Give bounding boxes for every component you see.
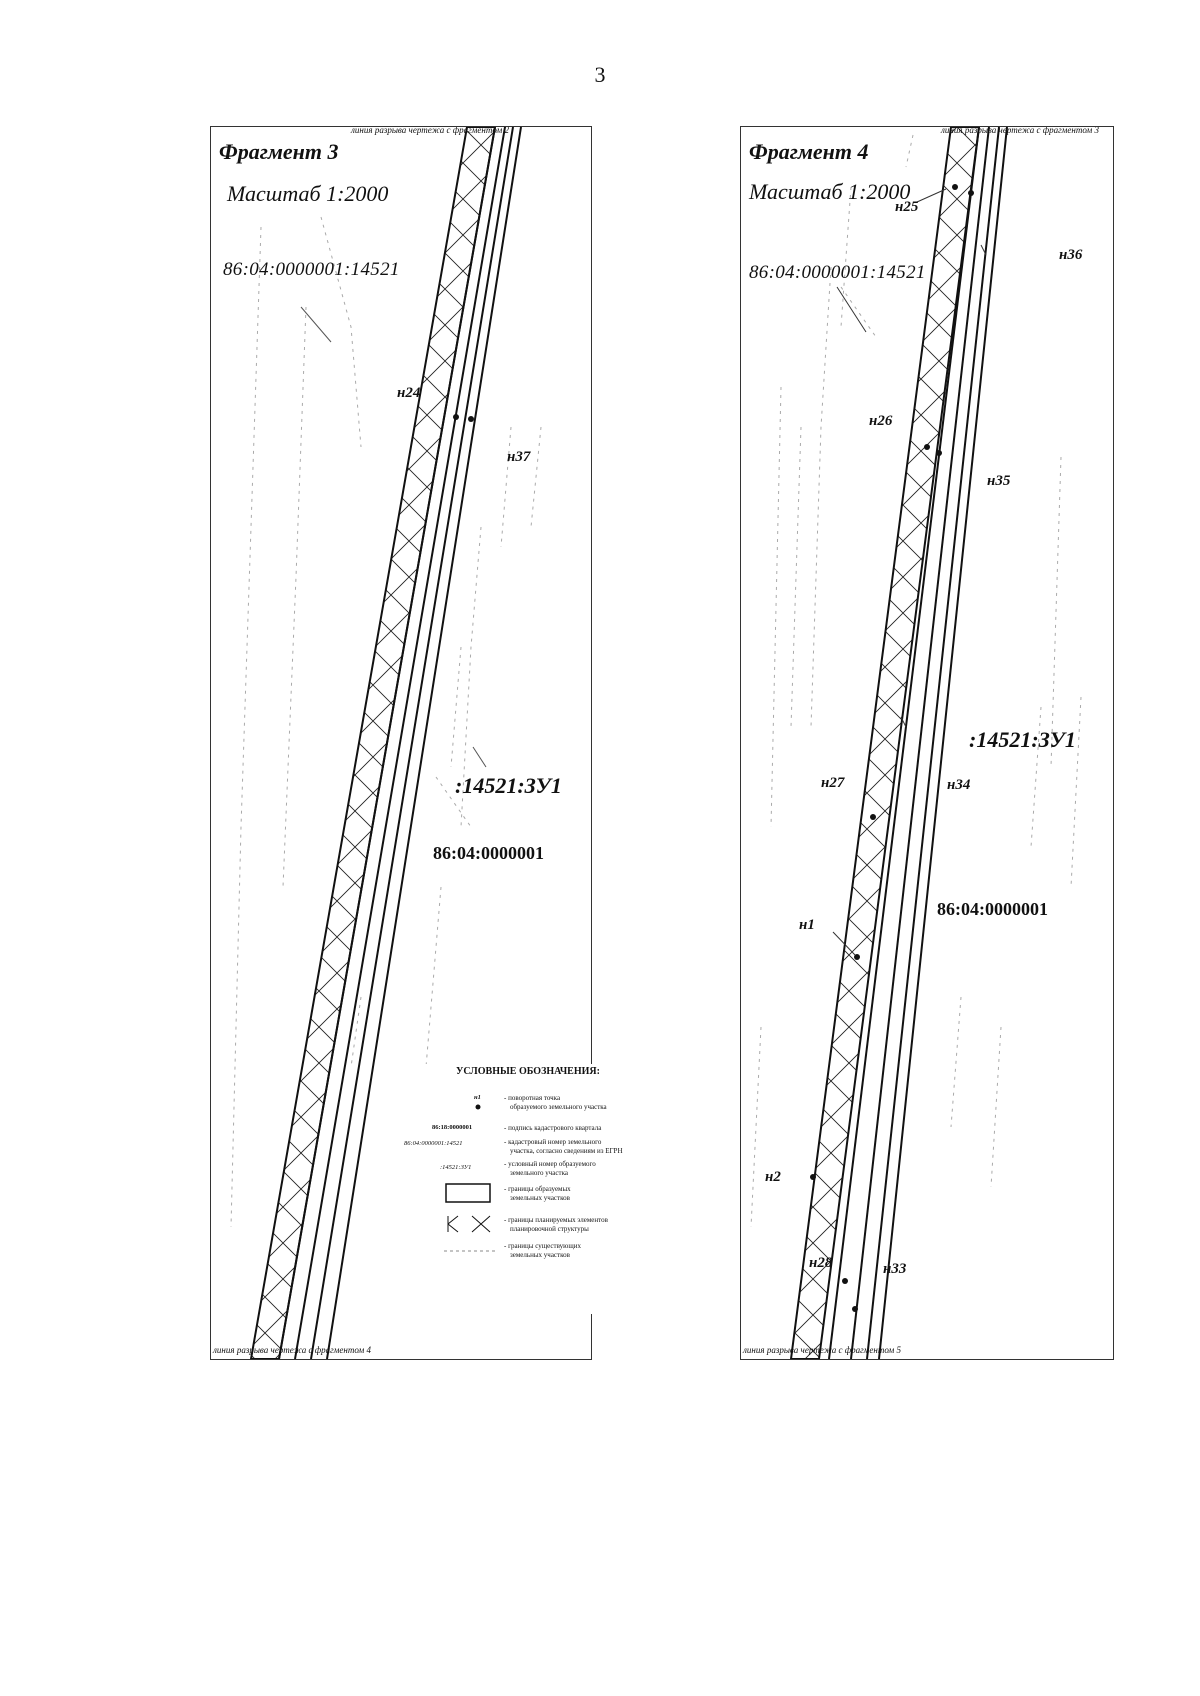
fragment-3-scale: Масштаб 1:2000 <box>227 181 389 206</box>
legend-desc-quarter: - подпись кадастрового квартала <box>504 1124 602 1132</box>
point-marker-icon <box>474 1103 482 1111</box>
legend-desc-cadastral-2: участка, согласно сведениям из ЕГРН <box>510 1147 623 1155</box>
legend-symbol-quarter: 86:18:0000001 <box>432 1124 473 1131</box>
zu-leader <box>473 747 486 767</box>
existing-parcel-lines <box>751 135 1081 1227</box>
point-label-n24: н24 <box>397 385 421 401</box>
legend-desc-existing-2: земельных участков <box>510 1251 570 1259</box>
planned-structure-hatch-icon <box>444 1214 496 1234</box>
page-number: 3 <box>594 62 606 87</box>
point-label-n1: н1 <box>799 917 815 933</box>
fragment-4-panel <box>740 126 1114 1360</box>
point-label-n35: н35 <box>987 473 1011 489</box>
fragment-4-quarter-label: 86:04:0000001 <box>937 899 1048 919</box>
new-parcel-boundary-icon <box>444 1182 492 1204</box>
fragment-3-bottom-break: линия разрыва чертежа с фрагментом 4 <box>213 1345 371 1355</box>
legend-symbol-cadastral: 86:04:0000001:14521 <box>404 1140 463 1147</box>
fragment-4-parcel-number: 86:04:0000001:14521 <box>749 262 926 283</box>
fragment-4-title: Фрагмент 4 <box>749 139 869 164</box>
fragment-3-title: Фрагмент 3 <box>219 139 339 164</box>
planned-corridor-hatch <box>791 127 979 1359</box>
legend-desc-cadastral-1: - кадастровый номер земельного <box>504 1138 602 1146</box>
fragment-3-top-break: линия разрыва чертежа с фрагментом 2 <box>351 126 509 135</box>
legend <box>400 1064 700 1314</box>
point-label-n36: н36 <box>1059 247 1083 263</box>
legend-desc-planned-1: - границы планируемых элементов <box>504 1216 608 1224</box>
fragment-3-quarter-label: 86:04:0000001 <box>433 843 544 863</box>
fragment-4-bottom-break: линия разрыва чертежа с фрагментом 5 <box>743 1345 901 1355</box>
point-label-n37: н37 <box>507 449 531 465</box>
point-label-n2: н2 <box>765 1169 781 1185</box>
legend-desc-point-1: - поворотная точка <box>504 1094 561 1102</box>
point-label-n34: н34 <box>947 777 971 793</box>
legend-symbol-point: н1 <box>474 1094 481 1101</box>
point-label-n27: н27 <box>821 775 845 791</box>
legend-desc-point-2: образуемого земельного участка <box>510 1103 607 1111</box>
legend-desc-new-parcel-1: - границы образуемых <box>504 1185 571 1193</box>
legend-symbol-zu: :14521:ЗУ1 <box>440 1164 472 1171</box>
fragment-4-zu-label: :14521:ЗУ1 <box>969 727 1076 752</box>
fragment-3-parcel-number: 86:04:0000001:14521 <box>223 259 400 280</box>
point-label-n33: н33 <box>883 1261 907 1277</box>
point-label-n28: н28 <box>809 1255 833 1271</box>
existing-parcel-line-icon <box>444 1248 496 1254</box>
legend-desc-zu-1: - условный номер образуемого <box>504 1160 596 1168</box>
boundary-points <box>453 414 474 422</box>
legend-title: УСЛОВНЫЕ ОБОЗНАЧЕНИЯ: <box>456 1066 600 1077</box>
legend-desc-existing-1: - границы существующих <box>504 1242 582 1250</box>
fragment-3-zu-label: :14521:ЗУ1 <box>455 773 562 798</box>
fragment-4-scale: Масштаб 1:2000 <box>749 179 911 204</box>
point-label-n26: н26 <box>869 413 893 429</box>
legend-desc-new-parcel-2: земельных участков <box>510 1194 570 1202</box>
fragment-4-top-break: линия разрыва чертежа с фрагментом 3 <box>941 126 1099 135</box>
legend-desc-zu-2: земельного участка <box>510 1169 568 1177</box>
point-label-n25: н25 <box>895 199 919 215</box>
legend-desc-planned-2: планировочной структуры <box>510 1225 589 1233</box>
